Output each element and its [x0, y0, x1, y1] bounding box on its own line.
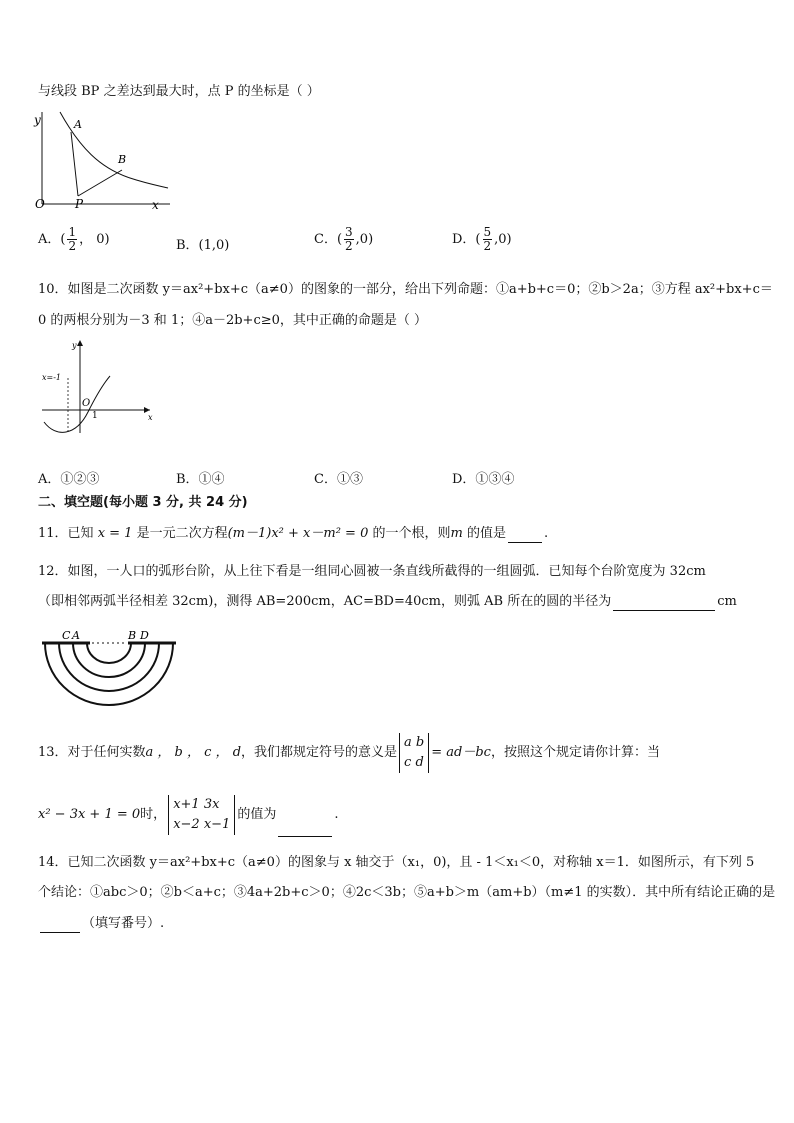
q11-answer-blank[interactable] — [508, 528, 542, 543]
q12-fig-d: D — [140, 629, 149, 642]
q10-fig-sym: x=-1 — [42, 373, 62, 382]
q10-line-1: 10．如图是二次函数 y＝ax²+bx+c（a≠0）的图象的一部分，给出下列命题：①a+b+c＝0；②b＞2a；③方程 ax²+bx+c＝ — [38, 282, 773, 297]
q14-line-3: （填写番号）. — [38, 915, 164, 933]
q10-fig-y: y — [72, 341, 77, 350]
q13-line-1: 13．对于任何实数a ， b ， c ， d，我们都规定符号的意义是 a b c d = ad－bc，按照这个规定请你计算：当 — [38, 731, 660, 775]
q12-fig-c: C — [62, 629, 71, 642]
q9-option-a: A．( $\frac{1}{2}$ ， 0) — [38, 225, 110, 253]
q9-fig-a: A — [74, 118, 82, 131]
q13-determinant-abcd: a b c d — [399, 733, 429, 773]
q10-option-a: A．①②③ — [38, 472, 100, 487]
q10-fig-one: 1 — [92, 411, 98, 421]
q10-fig-x: x — [148, 413, 153, 422]
q14-answer-blank[interactable] — [40, 918, 80, 933]
q12-fig-a: A — [72, 629, 80, 642]
q13-answer-blank[interactable] — [278, 822, 332, 837]
q10-option-d: D．①③④ — [452, 472, 515, 487]
q10-option-c: C．①③ — [314, 472, 363, 487]
q10-line-2: 0 的两根分别为－3 和 1；④a－2b+c≥0，其中正确的命题是（ ） — [38, 313, 428, 328]
q9-fig-p: P — [75, 197, 84, 211]
q12-line-1: 12．如图，一人口的弧形台阶，从上往下看是一组同心圆被一条直线所截得的一组圆弧．已知每个台阶宽度为 32cm — [38, 564, 706, 579]
q9-fig-b: B — [118, 153, 127, 166]
q10-fig-o: O — [82, 398, 91, 409]
q9-option-d: D．( $\frac{5}{2}$ ,0) — [452, 225, 512, 253]
q13-line-2: x² − 3x + 1 = 0时， x+1 3x x−2 x−1 的值为 . — [38, 793, 338, 837]
q9-fig-o: O — [35, 197, 45, 211]
q10-figure — [38, 338, 158, 438]
q9-fig-x: x — [152, 198, 159, 212]
q10-option-b: B．①④ — [176, 472, 225, 487]
q14-line-1: 14．已知二次函数 y＝ax²+bx+c（a≠0）的图象与 x 轴交于（x₁，0)，且 - 1＜x₁＜0，对称轴 x＝1．如图所示，有下列 5 — [38, 855, 755, 870]
q13-determinant-x: x+1 3x x−2 x−1 — [168, 795, 235, 835]
q9-fig-y: y — [34, 113, 41, 127]
q9-option-b: B．(1,0) — [176, 238, 230, 253]
q9-option-c: C．( $\frac{3}{2}$ ,0) — [314, 225, 374, 253]
q12-answer-blank[interactable] — [613, 596, 715, 611]
q9-continuation: 与线段 BP 之差达到最大时，点 P 的坐标是（ ） — [38, 84, 320, 99]
section-2-heading: 二、填空题(每小题 3 分, 共 24 分) — [38, 495, 248, 510]
q14-line-2: 个结论：①abc＞0；②b＜a+c；③4a+2b+c＞0；④2c＜3b；⑤a+b＞m（am+b）（m≠1 的实数）．其中所有结论正确的是 — [38, 885, 776, 900]
q9-figure — [30, 108, 180, 213]
q11: 11．已知 x = 1 是一元二次方程(m－1)x² + x－m² = 0 的一个根，则m 的值是 . — [38, 526, 549, 541]
q12-figure — [40, 626, 180, 706]
q12-line-2: （即相邻两弧半径相差 32cm)，测得 AB=200cm，AC=BD=40cm，则弧 AB 所在的圆的半径为 cm — [38, 594, 737, 609]
q12-fig-b: B — [128, 629, 137, 642]
